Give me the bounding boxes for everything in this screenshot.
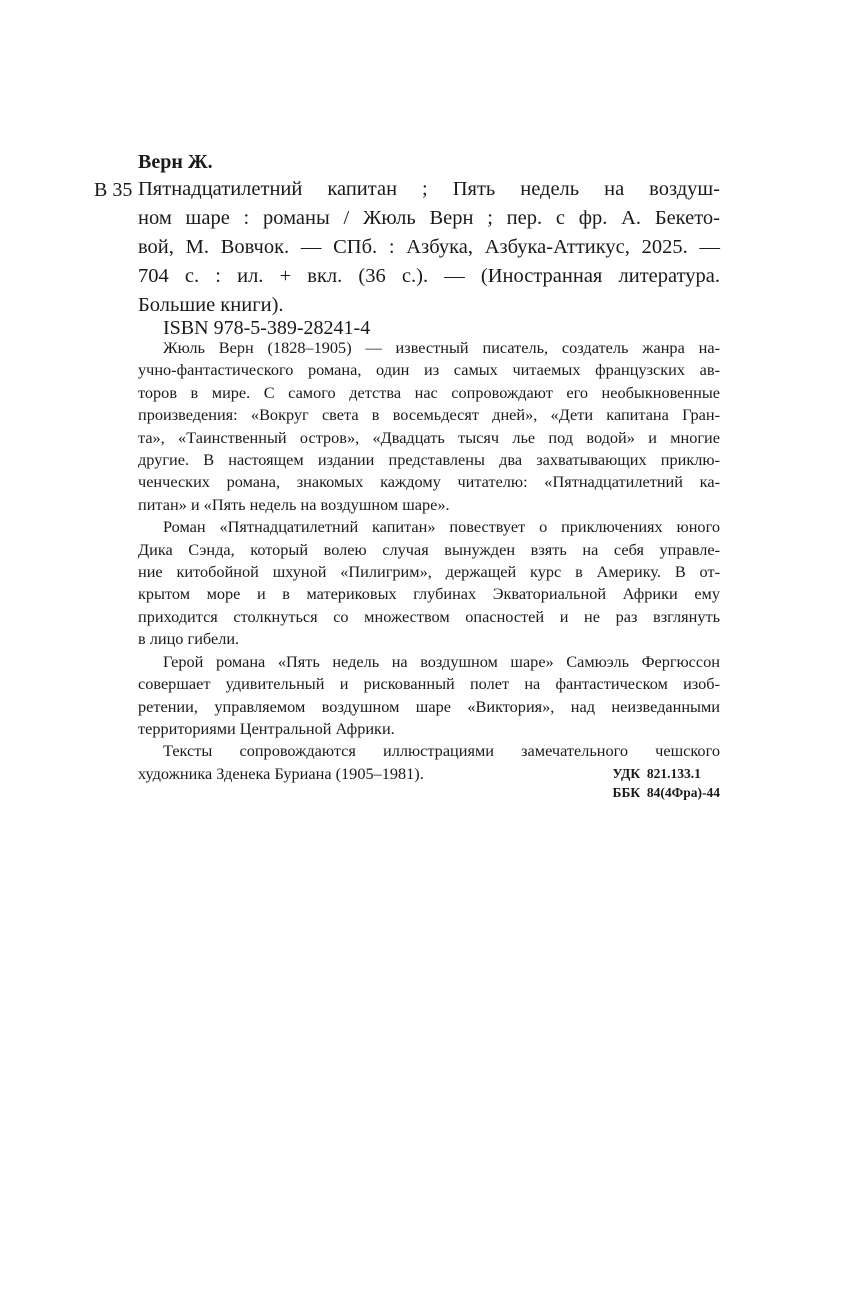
biblio-line: ном шаре : романы / Жюль Верн ; пер. с фр. А. Бекето-	[138, 207, 720, 229]
annotation-paragraph	[138, 337, 720, 516]
author-heading: Верн Ж.	[138, 151, 213, 173]
annotation-paragraph	[138, 651, 720, 741]
bibliographic-description	[138, 175, 720, 320]
annotation-paragraph	[138, 516, 720, 650]
annotation-line: питан» и «Пять недель на воздушном шаре».	[138, 494, 450, 514]
annotation-line: ченческих романа, знакомых каждому читателю: «Пятнадцатилетний ка-	[138, 472, 720, 492]
annotation-line: крытом море и в материковых глубинах Экваториальной Африки ему	[138, 584, 720, 604]
annotation-line: территориями Центральной Африки.	[138, 718, 395, 738]
annotation-line: та», «Таинственный остров», «Двадцать тысяч лье под водой» и многие	[138, 427, 720, 447]
biblio-line: 704 с. : ил. + вкл. (36 с.). — (Иностранная литература.	[138, 265, 720, 287]
annotation-line: Жюль Верн (1828–1905) — известный писатель, создатель жанра на-	[163, 338, 720, 357]
udk-index: УДК 821.133.1	[612, 766, 701, 781]
annotation-line: Дика Сэнда, который волею случая вынужден взять на себя управле-	[138, 539, 720, 559]
annotation-line: Тексты сопровождаются иллюстрациями замечательного чешского	[163, 741, 720, 761]
biblio-line: Пятнадцатилетний капитан ; Пять недель на воздуш-	[138, 178, 720, 200]
annotation-line: Герой романа «Пять недель на воздушном шаре» Самюэль Фергюссон	[163, 651, 720, 671]
annotation-line: торов в мире. С самого детства нас сопровождают его необыкновенные	[138, 382, 720, 402]
annotation-line: ретении, управляемом воздушном шаре «Виктория», над неизведанными	[138, 696, 720, 716]
annotation-line: художника Зденека Буриана (1905–1981).	[138, 763, 424, 783]
classification-code: В 35	[94, 179, 133, 201]
annotation-line: учно-фантастического романа, один из самых читаемых французских ав-	[138, 360, 720, 380]
classification-indices	[613, 764, 720, 802]
bbk-index: ББК 84(4Фра)-44	[612, 785, 720, 800]
isbn: ISBN 978-5-389-28241-4	[163, 317, 371, 339]
annotation-line: приходится столкнуться со множеством опасностей и не раз взглянуть	[138, 606, 720, 626]
biblio-line: вой, М. Вовчок. — СПб. : Азбука, Азбука-Аттикус, 2025. —	[138, 236, 720, 258]
annotation-line: совершает удивительный и рискованный полет на фантастическом изоб-	[138, 674, 720, 694]
annotation-line: в лицо гибели.	[138, 629, 240, 649]
annotation	[138, 337, 720, 785]
annotation-line: Роман «Пятнадцатилетний капитан» повествует о приключениях юного	[163, 517, 720, 537]
biblio-line: Большие книги).	[138, 294, 284, 316]
annotation-line: ние китобойной шхуной «Пилигрим», держащей курс в Америку. В от-	[138, 562, 720, 582]
annotation-line: произведения: «Вокруг света в восемьдесят дней», «Дети капитана Гран-	[138, 405, 720, 425]
annotation-line: другие. В настоящем издании представлены два захватывающих приклю-	[138, 450, 720, 470]
